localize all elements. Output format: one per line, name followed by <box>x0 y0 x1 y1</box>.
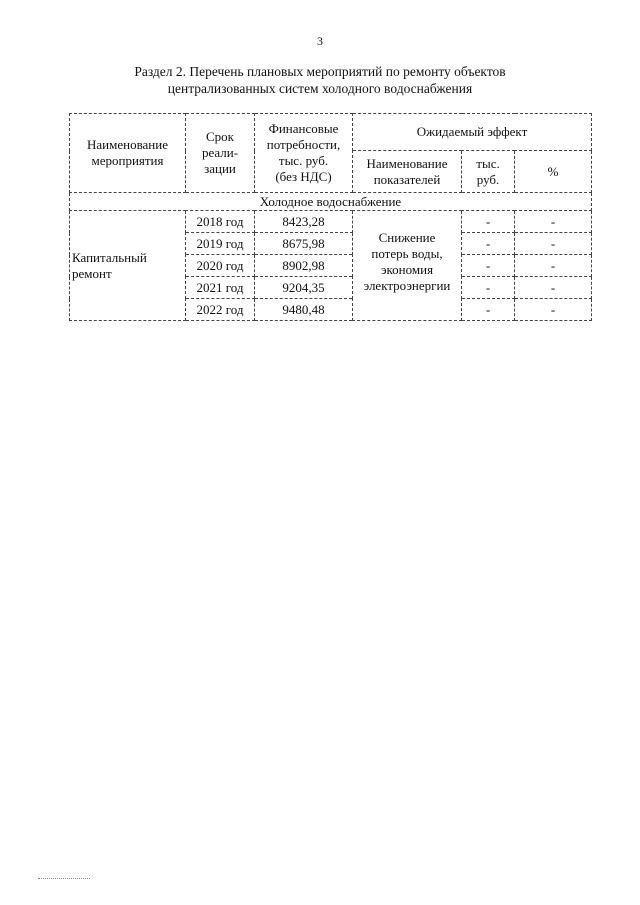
header-activity-name <box>70 114 186 193</box>
effect-text: электроэнергии <box>363 278 451 293</box>
table-row <box>70 211 592 233</box>
rub-cell: - <box>462 255 515 277</box>
percent-cell: - <box>515 255 592 277</box>
year-cell: 2018 год <box>186 211 255 233</box>
header-row-1 <box>70 114 592 151</box>
section-title: Холодное водоснабжение <box>70 193 592 211</box>
rub-cell: - <box>462 233 515 255</box>
amount-cell: 8902,98 <box>255 255 353 277</box>
amount-cell: 9480,48 <box>255 299 353 321</box>
section-row <box>70 193 592 211</box>
year-cell: 2020 год <box>186 255 255 277</box>
header-text: (без НДС) <box>275 169 332 184</box>
header-text: Финансовые <box>268 121 339 136</box>
section-heading <box>100 63 540 97</box>
header-text: руб. <box>476 171 500 187</box>
rub-cell: - <box>462 277 515 299</box>
percent-cell: - <box>515 211 592 233</box>
page-number: 3 <box>317 34 323 48</box>
heading-line-1: Раздел 2. Перечень плановых мероприятий по ремонту объектов <box>134 64 506 79</box>
header-text: мероприятия <box>91 153 164 168</box>
rub-cell: - <box>462 211 515 233</box>
header-text: зации <box>204 161 236 176</box>
effect-text: экономия <box>380 262 434 277</box>
header-indicator-name <box>353 151 462 193</box>
activity-name-cell <box>70 211 186 321</box>
effect-text: потерь воды, <box>371 246 443 261</box>
effect-text: Снижение <box>378 230 436 245</box>
header-text: показателей <box>373 171 441 187</box>
activity-text: ремонт <box>72 265 112 281</box>
heading-line-2: централизованных систем холодного водоснабжения <box>167 81 473 96</box>
header-text: тыс. <box>476 155 500 171</box>
year-cell: 2021 год <box>186 277 255 299</box>
header-term <box>186 114 255 193</box>
header-rub <box>462 151 515 193</box>
percent-cell: - <box>515 299 592 321</box>
percent-cell: - <box>515 277 592 299</box>
amount-cell: 8423,28 <box>255 211 353 233</box>
amount-cell: 9204,35 <box>255 277 353 299</box>
header-expected-effect: Ожидаемый эффект <box>353 114 592 151</box>
header-text: Наименование <box>366 155 448 171</box>
year-cell: 2022 год <box>186 299 255 321</box>
header-text: Срок <box>206 129 234 144</box>
header-finance <box>255 114 353 193</box>
rub-cell: - <box>462 299 515 321</box>
header-text: Наименование <box>87 137 168 152</box>
activity-text: Капитальный <box>72 249 147 265</box>
activities-table <box>69 113 592 321</box>
amount-cell: 8675,98 <box>255 233 353 255</box>
effect-indicator-cell <box>353 211 462 321</box>
footer-mark <box>38 878 90 879</box>
year-cell: 2019 год <box>186 233 255 255</box>
percent-cell: - <box>515 233 592 255</box>
header-percent: % <box>515 151 592 193</box>
header-text: реали- <box>201 145 239 160</box>
header-text: потребности, <box>266 137 341 152</box>
header-text: тыс. руб. <box>278 153 329 168</box>
